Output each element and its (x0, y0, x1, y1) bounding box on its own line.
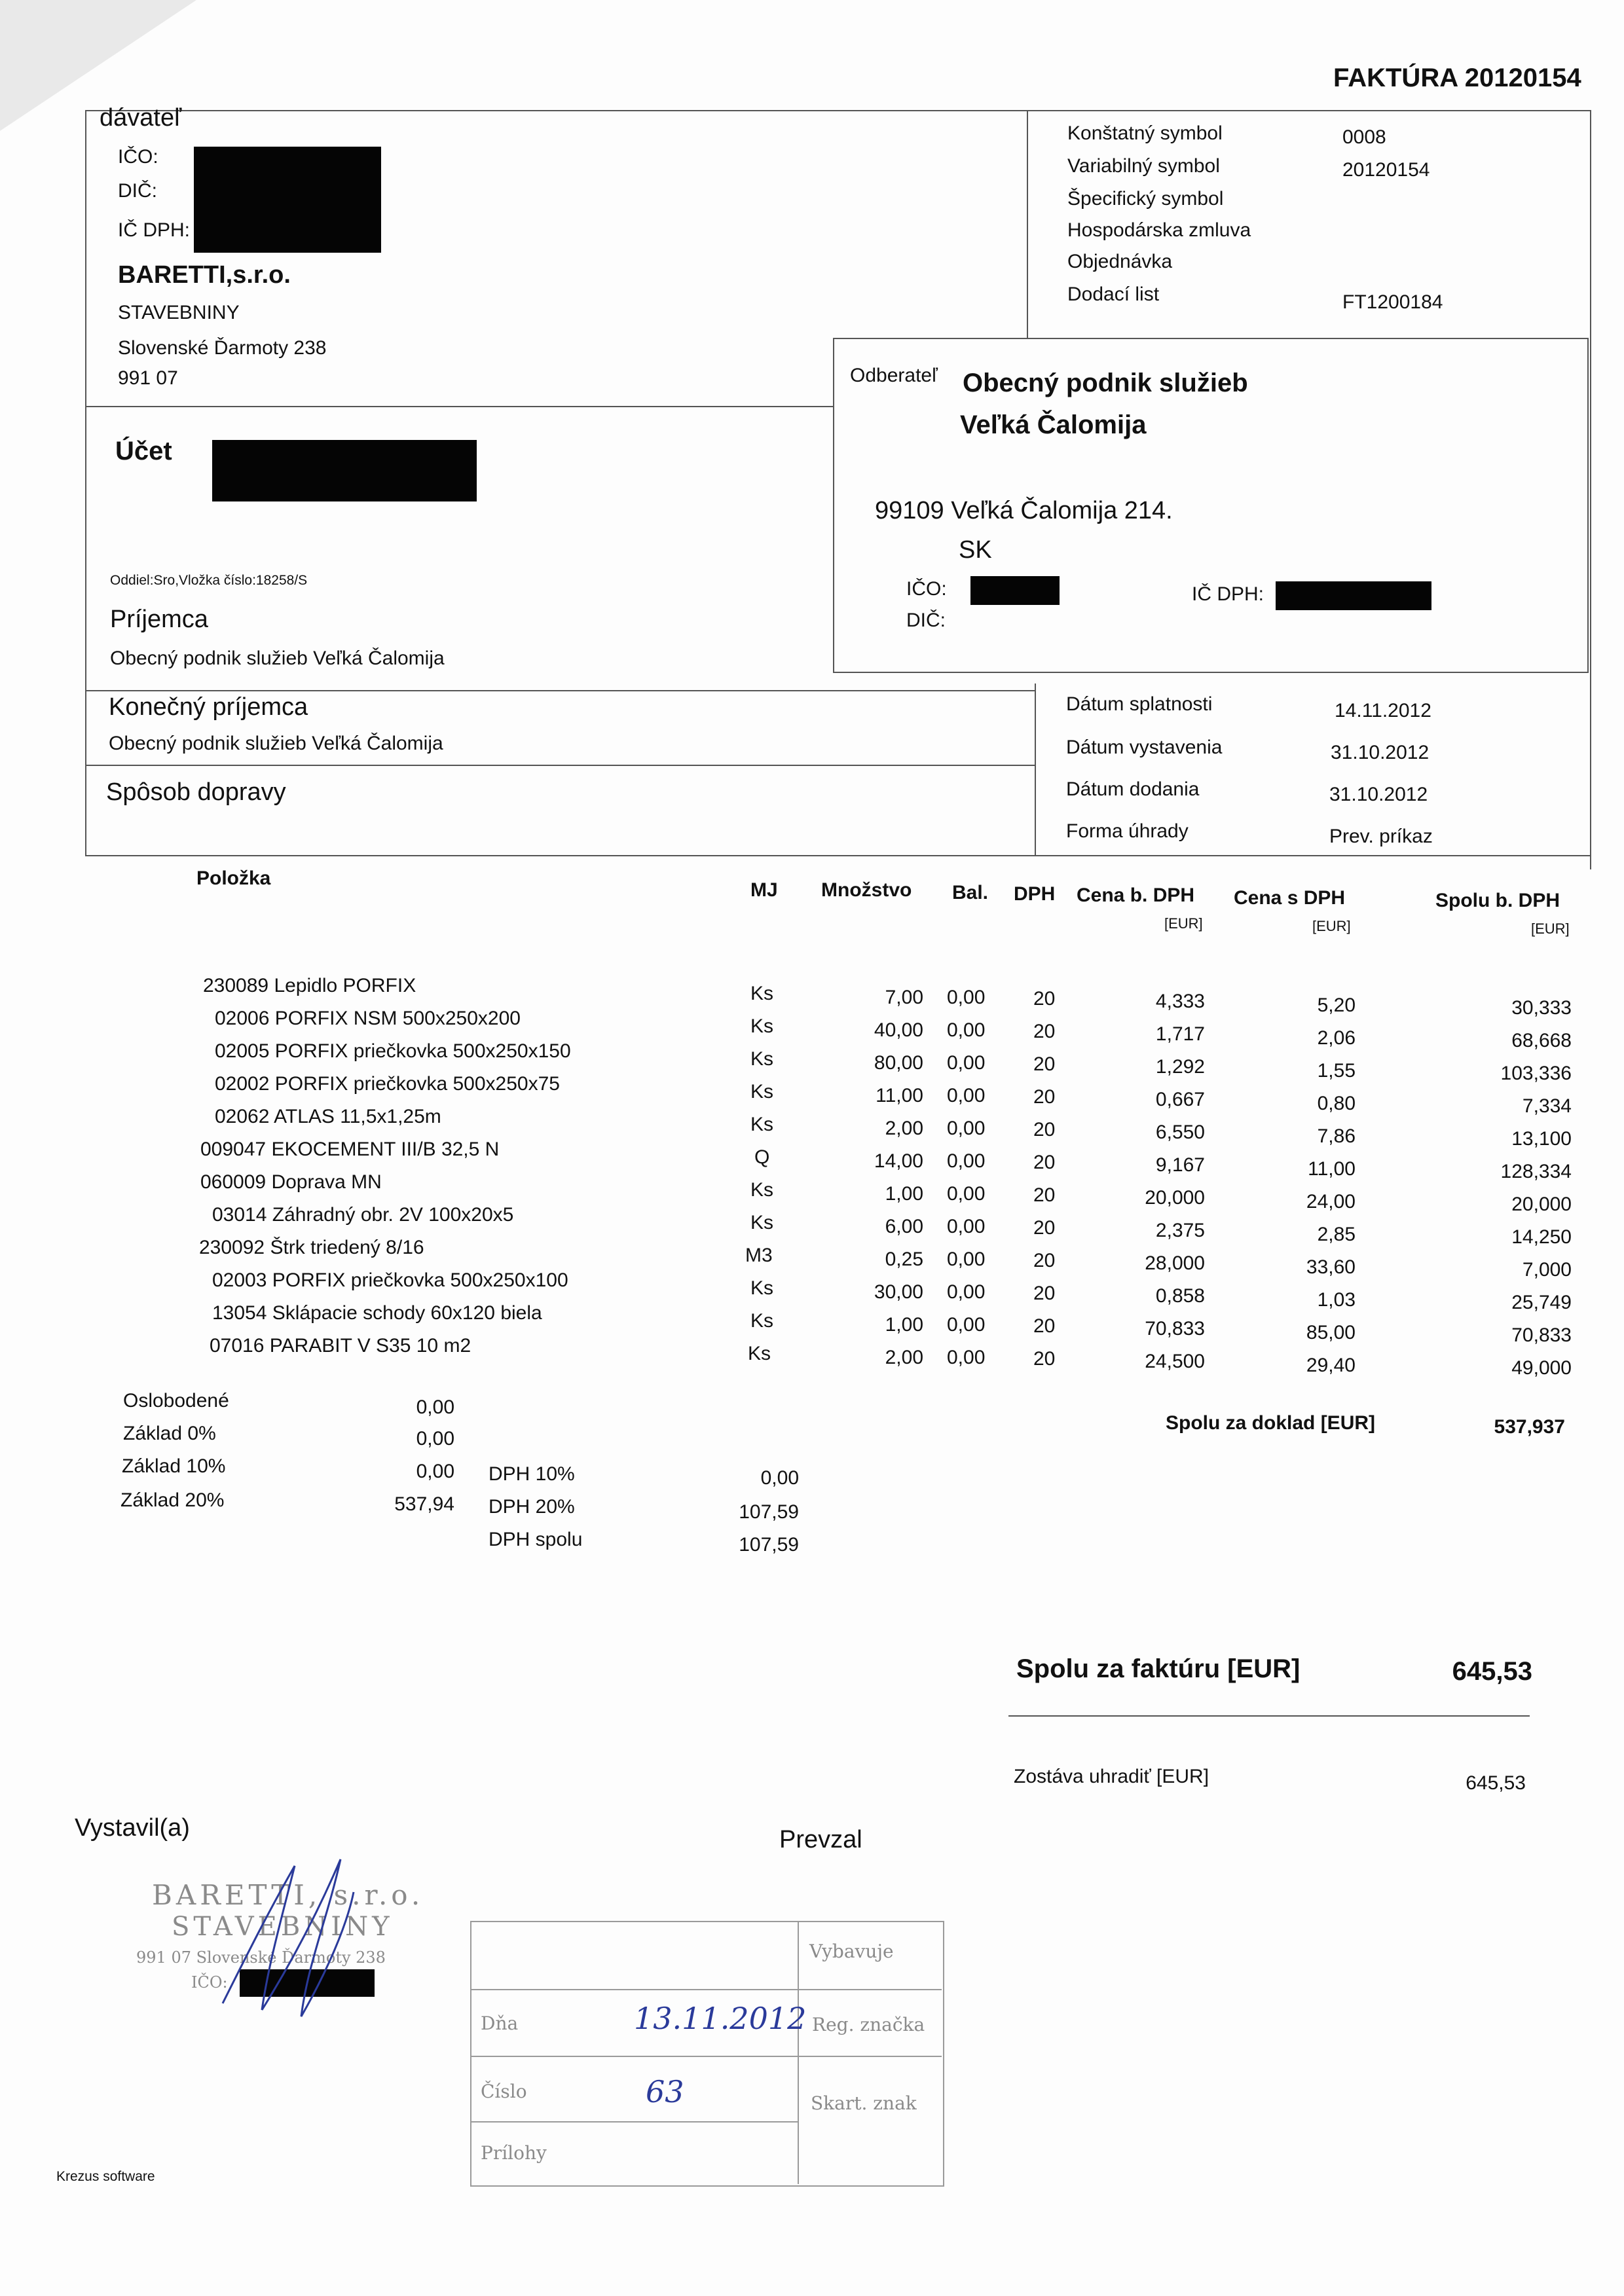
row-price-gross: 7,86 (1317, 1125, 1356, 1147)
row-price-gross: 1,03 (1317, 1289, 1356, 1311)
customer-label: Odberateľ (850, 365, 938, 386)
tax-base-label: Oslobodené (123, 1390, 229, 1412)
receipt-attachments: Prílohy (481, 2142, 547, 2164)
col-header-currency: [EUR] (1164, 915, 1203, 932)
symbol-label: Dodací list (1067, 283, 1160, 305)
row-total: 49,000 (1511, 1357, 1572, 1379)
row-pack: 0,00 (947, 1150, 986, 1172)
stamp-line1: BARETTI, s.r.o. (152, 1879, 424, 1911)
supplier-dic-label: DIČ: (118, 180, 157, 202)
date-value: Prev. príkaz (1329, 826, 1433, 847)
row-price-gross: 29,40 (1306, 1355, 1356, 1376)
customer-ico-label: IČO: (906, 578, 947, 600)
row-price-net: 2,375 (1155, 1220, 1205, 1241)
row-price-net: 28,000 (1145, 1252, 1205, 1274)
row-item: 02002 PORFIX priečkovka 500x250x75 (215, 1073, 560, 1095)
supplier-heading: dávateľ (100, 104, 182, 132)
row-price-gross: 5,20 (1317, 994, 1356, 1016)
tax-base-value: 0,00 (416, 1396, 454, 1418)
supplier-name: BARETTI,s.r.o. (118, 261, 291, 289)
frame-left (85, 110, 86, 856)
row-unit: Ks (750, 1081, 774, 1102)
row-pack: 0,00 (947, 1347, 986, 1368)
row-vat: 20 (1033, 1021, 1056, 1042)
final-recipient-divider (85, 765, 1035, 766)
customer-country: SK (959, 536, 992, 564)
row-qty: 1,00 (885, 1183, 923, 1205)
row-qty: 14,00 (874, 1150, 923, 1172)
col-header-currency: [EUR] (1531, 920, 1570, 937)
symbol-label: Konštatný symbol (1067, 122, 1223, 144)
symbols-divider (1027, 110, 1028, 342)
row-total: 14,250 (1511, 1226, 1572, 1248)
row-price-net: 6,550 (1155, 1121, 1205, 1143)
row-price-gross: 2,85 (1317, 1224, 1356, 1245)
recipient-value: Obecný podnik služieb Veľká Čalomija (110, 647, 445, 669)
tax-base-label: Základ 0% (123, 1423, 216, 1444)
row-price-gross: 2,06 (1317, 1027, 1356, 1049)
symbol-value: 0008 (1342, 126, 1386, 148)
symbol-label: Hospodárska zmluva (1067, 219, 1251, 241)
receipt-number-label: Číslo (481, 2081, 527, 2102)
row-vat: 20 (1033, 1053, 1056, 1075)
row-price-gross: 0,80 (1317, 1093, 1356, 1114)
row-pack: 0,00 (947, 1314, 986, 1336)
tax-base-value: 0,00 (416, 1461, 454, 1482)
signature (196, 1853, 393, 2023)
date-label: Dátum splatnosti (1066, 693, 1213, 715)
header-bottom-line (85, 855, 1591, 856)
customer-dic-label: DIČ: (906, 610, 946, 631)
col-header-total-net: Spolu b. DPH (1435, 890, 1560, 911)
frame-right (1590, 110, 1591, 869)
row-unit: M3 (745, 1245, 773, 1266)
doc-total-value: 537,937 (1494, 1416, 1565, 1438)
row-price-net: 1,717 (1155, 1023, 1205, 1045)
row-total: 30,333 (1511, 997, 1572, 1019)
row-item: 02003 PORFIX priečkovka 500x250x100 (212, 1269, 568, 1291)
receipt-date-label: Dňa (481, 2013, 519, 2034)
receipt-stamp-row-line (470, 2121, 798, 2123)
row-vat: 20 (1033, 1184, 1056, 1206)
row-vat: 20 (1033, 1119, 1056, 1140)
row-qty: 1,00 (885, 1314, 923, 1336)
remaining-label: Zostáva uhradiť [EUR] (1014, 1766, 1209, 1787)
col-header-pack: Bal. (952, 882, 989, 903)
col-header-price-gross: Cena s DPH (1234, 887, 1346, 909)
row-item: 02005 PORFIX priečkovka 500x250x150 (215, 1040, 571, 1062)
row-price-gross: 11,00 (1308, 1158, 1356, 1180)
vat-label: DPH 10% (489, 1463, 575, 1485)
transport-label: Spôsob dopravy (106, 778, 286, 806)
total-divider (1008, 1715, 1530, 1717)
redacted-supplier-ids (194, 147, 381, 253)
col-header-qty: Množstvo (821, 879, 912, 901)
row-total: 20,000 (1511, 1194, 1572, 1215)
row-item: 009047 EKOCEMENT III/B 32,5 N (200, 1139, 500, 1160)
symbol-label: Špecifický symbol (1067, 188, 1224, 210)
row-price-net: 0,858 (1155, 1285, 1205, 1307)
account-label: Účet (115, 437, 172, 465)
receipt-number-value: 63 (646, 2074, 684, 2109)
customer-icdph-label: IČ DPH: (1192, 583, 1264, 605)
col-header-item: Položka (196, 867, 271, 889)
row-qty: 30,00 (874, 1281, 923, 1303)
supplier-registry: Oddiel:Sro,Vložka číslo:18258/S (110, 573, 308, 588)
stamp-line2: STAVEBNINY (172, 1912, 394, 1942)
stamp-line4: IČO: (191, 1973, 228, 1992)
col-header-price-net: Cena b. DPH (1077, 884, 1195, 906)
customer-name-line1: Obecný podnik služieb (963, 369, 1248, 397)
row-qty: 2,00 (885, 1118, 923, 1139)
final-recipient-value: Obecný podnik služieb Veľká Čalomija (109, 733, 443, 754)
row-qty: 2,00 (885, 1347, 923, 1368)
row-total: 68,668 (1511, 1030, 1572, 1051)
row-pack: 0,00 (947, 1085, 986, 1106)
row-item: 230089 Lepidlo PORFIX (203, 975, 416, 996)
row-price-net: 24,500 (1145, 1351, 1205, 1372)
symbol-value: FT1200184 (1342, 291, 1443, 313)
date-label: Dátum dodania (1066, 778, 1200, 800)
row-vat: 20 (1033, 1348, 1056, 1370)
row-pack: 0,00 (947, 1248, 986, 1270)
row-unit: Ks (748, 1343, 771, 1364)
row-price-gross: 33,60 (1306, 1256, 1356, 1278)
redacted-customer-icdph (1276, 581, 1431, 610)
row-pack: 0,00 (947, 1052, 986, 1074)
symbol-value: 20120154 (1342, 159, 1430, 181)
customer-name-line2: Veľká Čalomija (960, 410, 1147, 439)
tax-base-label: Základ 20% (120, 1489, 225, 1511)
frame-top (85, 110, 1591, 111)
recipient-label: Príjemca (110, 606, 208, 633)
receipt-reg-mark: Reg. značka (812, 2014, 925, 2035)
tax-base-label: Základ 10% (122, 1455, 226, 1477)
col-header-unit: MJ (750, 879, 778, 901)
date-label: Dátum vystavenia (1066, 737, 1223, 758)
receipt-date-value: 13.11.2012 (634, 2001, 807, 2036)
row-item: 02006 PORFIX NSM 500x250x200 (215, 1008, 521, 1029)
row-price-gross: 24,00 (1306, 1191, 1356, 1212)
receipt-payment: Vybavuje (809, 1941, 894, 1962)
row-pack: 0,00 (947, 1019, 986, 1041)
row-price-net: 20,000 (1145, 1187, 1205, 1209)
row-price-net: 0,667 (1155, 1089, 1205, 1110)
row-price-net: 1,292 (1155, 1056, 1205, 1078)
final-recipient-label: Konečný príjemca (109, 693, 308, 721)
dates-divider (1035, 683, 1036, 855)
receipt-file-mark: Skart. znak (811, 2092, 917, 2114)
invoice-title: FAKTÚRA 20120154 (1333, 64, 1581, 92)
row-pack: 0,00 (947, 1183, 986, 1205)
row-item: 230092 Štrk triedený 8/16 (199, 1237, 424, 1258)
vat-value: 0,00 (760, 1467, 799, 1489)
row-qty: 40,00 (874, 1019, 923, 1041)
row-unit: Ks (750, 1212, 774, 1233)
row-unit: Ks (750, 1310, 774, 1332)
invoice-total-value: 645,53 (1452, 1657, 1532, 1686)
row-pack: 0,00 (947, 1118, 986, 1139)
col-header-currency: [EUR] (1312, 918, 1351, 934)
row-pack: 0,00 (947, 987, 986, 1008)
row-item: 03014 Záhradný obr. 2V 100x20x5 (212, 1204, 514, 1226)
row-vat: 20 (1033, 1315, 1056, 1337)
row-price-net: 70,833 (1145, 1318, 1205, 1339)
row-item: 02062 ATLAS 11,5x1,25m (215, 1106, 441, 1127)
invoice-total-label: Spolu za faktúru [EUR] (1016, 1654, 1301, 1683)
receipt-stamp-row-line (470, 1989, 942, 1990)
row-price-gross: 1,55 (1317, 1060, 1356, 1082)
row-total: 103,336 (1500, 1063, 1572, 1084)
symbol-label: Variabilný symbol (1067, 155, 1220, 177)
row-unit: Q (754, 1146, 770, 1168)
row-total: 25,749 (1511, 1292, 1572, 1313)
col-header-vat: DPH (1014, 883, 1056, 905)
row-price-net: 4,333 (1155, 991, 1205, 1012)
row-unit: Ks (750, 1114, 774, 1135)
issued-by-label: Vystavil(a) (75, 1814, 190, 1842)
row-qty: 6,00 (885, 1216, 923, 1237)
doc-total-label: Spolu za doklad [EUR] (1166, 1412, 1376, 1434)
row-qty: 80,00 (874, 1052, 923, 1074)
supplier-divider (85, 406, 838, 407)
receipt-stamp-row-line (470, 2056, 942, 2057)
remaining-value: 645,53 (1466, 1772, 1526, 1794)
date-label: Forma úhrady (1066, 820, 1189, 842)
row-total: 7,334 (1522, 1095, 1572, 1117)
row-vat: 20 (1033, 1152, 1056, 1173)
symbol-label: Objednávka (1067, 251, 1173, 272)
date-value: 31.10.2012 (1331, 742, 1430, 763)
row-item: 060009 Doprava MN (200, 1171, 382, 1193)
row-unit: Ks (750, 1015, 774, 1037)
vat-value: 107,59 (739, 1501, 799, 1523)
supplier-subtitle: STAVEBNINY (118, 302, 240, 323)
row-qty: 7,00 (885, 987, 923, 1008)
row-total: 70,833 (1511, 1324, 1572, 1346)
receipt-stamp-divider (798, 1921, 799, 2184)
supplier-zip: 991 07 (118, 367, 178, 389)
date-value: 14.11.2012 (1335, 700, 1431, 721)
row-item: 13054 Sklápacie schody 60x120 biela (212, 1302, 542, 1324)
footer-software: Krezus software (56, 2169, 155, 2184)
vat-label: DPH spolu (489, 1529, 583, 1550)
row-unit: Ks (750, 1048, 774, 1070)
row-item: 07016 PARABIT V S35 10 m2 (210, 1335, 471, 1357)
redacted-account (212, 440, 477, 501)
date-value: 31.10.2012 (1329, 784, 1428, 805)
row-total: 13,100 (1511, 1128, 1572, 1150)
recipient-divider (85, 690, 1035, 691)
row-price-net: 9,167 (1155, 1154, 1205, 1176)
row-price-gross: 85,00 (1306, 1322, 1356, 1343)
vat-label: DPH 20% (489, 1496, 575, 1518)
received-by-label: Prevzal (779, 1826, 862, 1853)
row-qty: 11,00 (876, 1085, 923, 1106)
supplier-ico-label: IČO: (118, 146, 158, 168)
redacted-customer-ico (970, 576, 1060, 605)
row-vat: 20 (1033, 1250, 1056, 1271)
row-total: 7,000 (1522, 1259, 1572, 1281)
stamp-line3: 991 07 Slovenské Ďarmoty 238 (136, 1948, 386, 1967)
row-vat: 20 (1033, 1086, 1056, 1108)
tax-base-value: 0,00 (416, 1428, 454, 1449)
row-unit: Ks (750, 983, 774, 1004)
row-qty: 0,25 (885, 1248, 923, 1270)
row-unit: Ks (750, 1277, 774, 1299)
supplier-street: Slovenské Ďarmoty 238 (118, 337, 327, 359)
customer-address: 99109 Veľká Čalomija 214. (875, 497, 1173, 524)
row-vat: 20 (1033, 1283, 1056, 1304)
row-pack: 0,00 (947, 1216, 986, 1237)
row-unit: Ks (750, 1179, 774, 1201)
vat-value: 107,59 (739, 1534, 799, 1556)
supplier-icdph-label: IČ DPH: (118, 219, 191, 241)
tax-base-value: 537,94 (394, 1493, 454, 1515)
row-vat: 20 (1033, 1217, 1056, 1239)
row-pack: 0,00 (947, 1281, 986, 1303)
row-vat: 20 (1033, 988, 1056, 1010)
row-total: 128,334 (1500, 1161, 1572, 1182)
